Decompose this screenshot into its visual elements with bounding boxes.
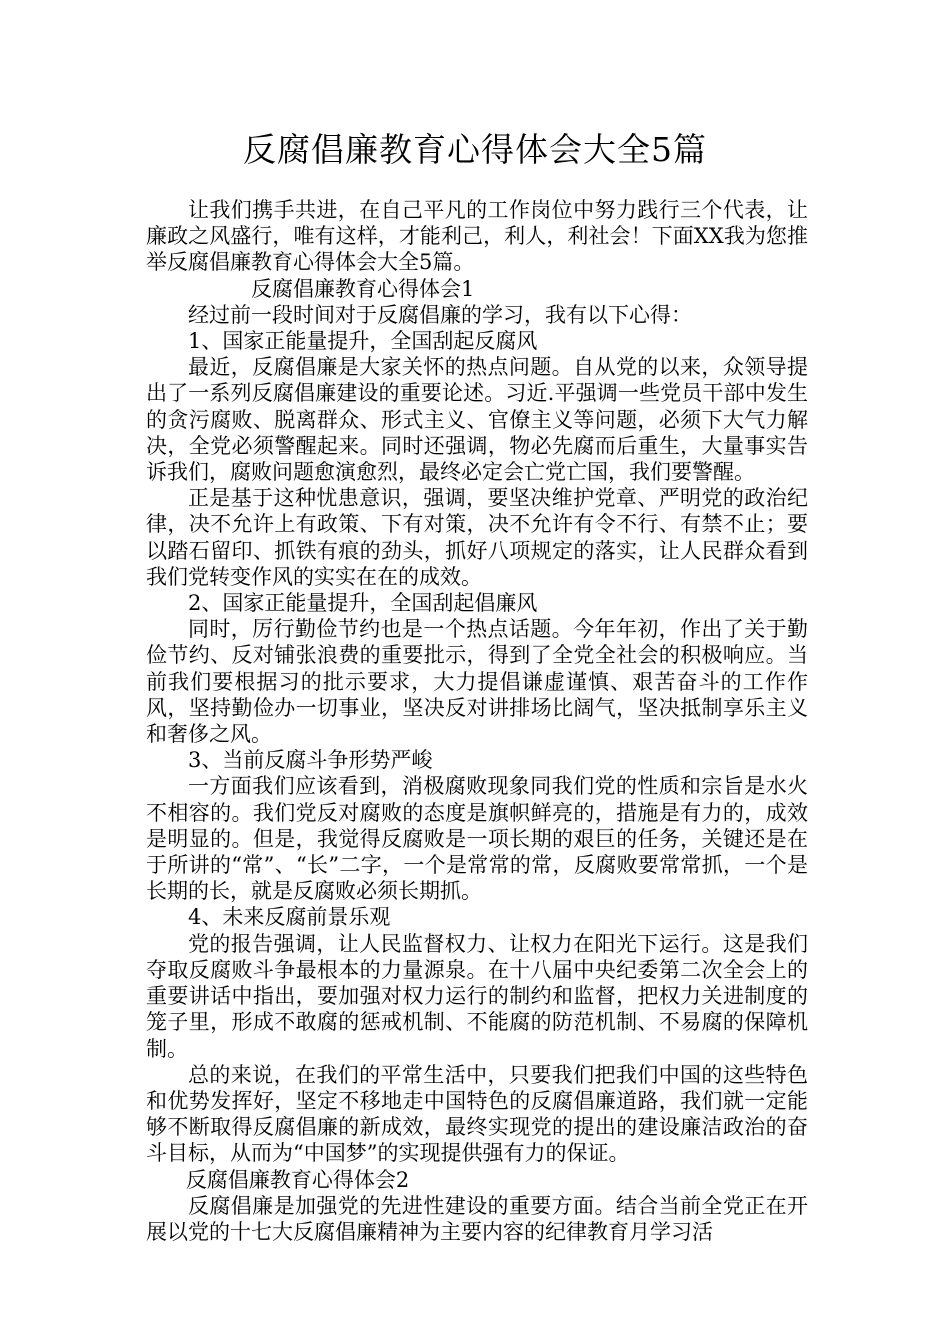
document-title: 反腐倡廉教育心得体会大全5篇 (243, 130, 707, 169)
paragraph-1: 最近，反腐倡廉是大家关怀的热点问题。自从党的以来，众领导提出了一系列反腐倡廉建设的重要论述。习近.平强调一些党员干部中发生的贪污腐败、脱离群众、形式主义、官僚主义等问题，必须下大气力解决，全党必须警醒起来。同时还强调，物必先腐而后重生，大量事实告诉我们，腐败问题愈演愈烈，最终必定会亡党亡国，我们要警醒。 (146, 355, 808, 485)
document-body (146, 197, 808, 1245)
heading-3: 3、当前反腐斗争形势严峻 (188, 748, 433, 773)
intro-paragraph: 让我们携手共进，在自己平凡的工作岗位中努力践行三个代表，让廉政之风盛行，唯有这样，才能利己，利人，利社会！下面XX我为您推举反腐倡廉教育心得体会大全5篇。 (146, 198, 808, 275)
paragraph-3: 同时，厉行勤俭节约也是一个热点话题。今年年初，作出了关于勤俭节约、反对铺张浪费的重要批示，得到了全党全社会的积极响应。当前我们要根据习的批示要求，大力提倡谦虚谨慎、艰苦奋斗的工作作风，坚持勤俭办一切事业，坚决反对讲排场比阔气，坚决抵制享乐主义和奢侈之风。 (146, 617, 808, 747)
heading-2: 2、国家正能量提升，全国刮起倡廉风 (188, 591, 538, 616)
paragraph-2: 正是基于这种忧患意识，强调，要坚决维护党章、严明党的政治纪律，决不允许上有政策、下有对策，决不允许有令不行、有禁不止；要以踏石留印、抓铁有痕的劲头，抓好八项规定的落实，让人民群众看到我们党转变作风的实实在在的成效。 (146, 486, 808, 589)
paragraph-4: 一方面我们应该看到，消极腐败现象同我们党的性质和宗旨是水火不相容的。我们党反对腐败的态度是旗帜鲜亮的，措施是有力的，成效是明显的。但是，我觉得反腐败是一项长期的艰巨的任务，关键还是在于所讲的“常”、“长”二字，一个是常常的常，反腐败要常常抓，一个是长期的长，就是反腐败必须长期抓。 (146, 774, 808, 904)
heading-4: 4、未来反腐前景乐观 (188, 905, 391, 930)
heading-1: 1、国家正能量提升，全国刮起反腐风 (188, 329, 538, 354)
paragraph-5: 党的报告强调，让人民监督权力、让权力在阳光下运行。这是我们夺取反腐败斗争最根本的力量源泉。在十八届中央纪委第二次全会上的重要讲话中指出，要加强对权力运行的制约和监督，把权力关进制度的笼子里，形成不敢腐的惩戒机制、不能腐的防范机制、不易腐的保障机制。 (146, 931, 808, 1061)
paragraph-7: 反腐倡廉是加强党的先进性建设的重要方面。结合当前全党正在开展以党的十七大反腐倡廉精神为主要内容的纪律教育月学习活 (146, 1193, 808, 1244)
section-1-title: 反腐倡廉教育心得体会1 (251, 276, 475, 301)
paragraph-6: 总的来说，在我们的平常生活中，只要我们把我们中国的这些特色和优势发挥好，坚定不移地走中国特色的反腐倡廉道路，我们就一定能够不断取得反腐倡廉的新成效，最终实现党的提出的建设廉洁政治的奋斗目标，从而为“中国梦”的实现提供强有力的保证。 (146, 1062, 808, 1166)
section-1-lead: 经过前一段时间对于反腐倡廉的学习，我有以下心得： (188, 302, 692, 327)
section-2-title: 反腐倡廉教育心得体会2 (185, 1167, 410, 1192)
